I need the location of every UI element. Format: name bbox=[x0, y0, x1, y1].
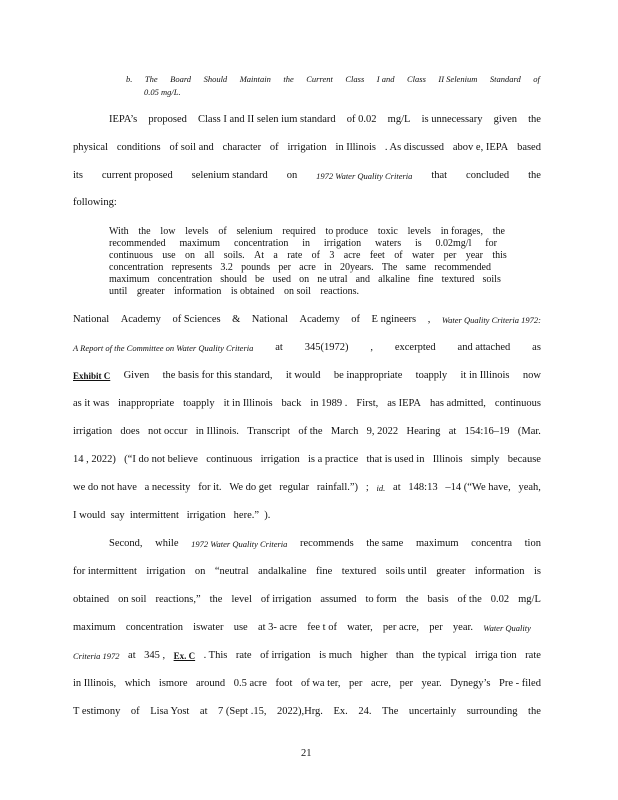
word: per bbox=[429, 622, 443, 633]
word: Hearing bbox=[406, 426, 441, 437]
word: higher bbox=[360, 650, 388, 661]
word: not occur bbox=[148, 426, 188, 437]
word: at bbox=[275, 342, 283, 353]
word: 0.02mg/l bbox=[435, 238, 472, 249]
word: alkaline bbox=[378, 274, 410, 285]
word: 20years. bbox=[340, 262, 374, 273]
word: of bbox=[269, 142, 279, 153]
word: per bbox=[278, 262, 291, 273]
word: 24. bbox=[358, 706, 372, 717]
quote-line1 bbox=[109, 226, 505, 237]
word: maximum bbox=[415, 538, 459, 549]
word: the bbox=[528, 706, 541, 717]
word: (“I do not believe bbox=[124, 454, 198, 465]
heading-word: The bbox=[144, 74, 158, 84]
word: year. bbox=[452, 622, 474, 633]
word: toapply bbox=[183, 398, 215, 409]
word: Pre - filed bbox=[498, 678, 541, 689]
para2-line4 bbox=[73, 454, 541, 466]
para3-line2 bbox=[73, 566, 541, 578]
word: rate bbox=[235, 650, 252, 661]
word: reactions,” bbox=[155, 594, 201, 605]
heading-word: I and bbox=[376, 74, 395, 84]
word: 0.5 acre bbox=[233, 678, 267, 689]
word: is bbox=[414, 238, 422, 249]
word: use bbox=[162, 250, 176, 261]
word: concentration bbox=[233, 238, 289, 249]
word: now bbox=[522, 370, 541, 381]
para1-line3 bbox=[73, 170, 541, 182]
word: 3 bbox=[329, 250, 335, 261]
word: same bbox=[405, 262, 427, 273]
word: be inappropriate bbox=[333, 370, 403, 381]
word: Lisa Yost bbox=[150, 706, 190, 717]
word: in bbox=[324, 262, 332, 273]
word: the bbox=[528, 114, 541, 125]
word: at bbox=[128, 650, 136, 661]
word: low bbox=[160, 226, 176, 237]
word: recommends bbox=[300, 538, 354, 549]
word: in Illinois. bbox=[195, 426, 239, 437]
citation-title: Water Quality Criteria 1972: bbox=[441, 315, 541, 325]
word: at bbox=[448, 426, 457, 437]
word: foot bbox=[275, 678, 293, 689]
word: (Mar. bbox=[517, 426, 541, 437]
word: which bbox=[124, 678, 151, 689]
word: rate bbox=[287, 250, 303, 261]
word: of bbox=[218, 226, 227, 237]
word: proposed bbox=[148, 114, 187, 125]
para3-line1 bbox=[109, 538, 541, 550]
word: conditions bbox=[116, 142, 161, 153]
para2-line6: I would say intermittent irrigation here.” ). bbox=[73, 510, 271, 521]
word: that bbox=[431, 170, 448, 181]
para2-line5 bbox=[73, 482, 541, 494]
word: soils bbox=[482, 274, 501, 285]
word: in forages, bbox=[440, 226, 483, 237]
word: as it was bbox=[73, 398, 110, 409]
word: The bbox=[381, 262, 398, 273]
word: obtained bbox=[73, 594, 110, 605]
word: in Illinois, bbox=[73, 678, 117, 689]
word: for bbox=[485, 238, 497, 249]
word: T estimony bbox=[73, 706, 121, 717]
word: continuous bbox=[494, 398, 541, 409]
word: ; bbox=[365, 482, 369, 493]
word: the basis for this standard, bbox=[162, 370, 273, 381]
word: reactions. bbox=[320, 286, 359, 297]
word: acre, bbox=[370, 678, 392, 689]
word: while bbox=[155, 538, 179, 549]
word: soils until bbox=[385, 566, 427, 577]
citation-title: A Report of the Committee on Water Quality Criteria bbox=[73, 343, 254, 353]
heading-word: Standard bbox=[489, 74, 521, 84]
word: uncertainly bbox=[408, 706, 457, 717]
word: on bbox=[286, 170, 298, 181]
word: . This bbox=[203, 650, 228, 661]
word: Academy bbox=[299, 314, 340, 325]
word: selenium bbox=[236, 226, 273, 237]
section-heading bbox=[126, 73, 540, 85]
word: of bbox=[130, 706, 140, 717]
word: With bbox=[109, 226, 129, 237]
word: per acre, bbox=[382, 622, 420, 633]
word: is unnecessary bbox=[421, 114, 483, 125]
id-cite: id. bbox=[376, 483, 386, 493]
word: does bbox=[120, 426, 140, 437]
word: concluded bbox=[466, 170, 510, 181]
para3-line3 bbox=[73, 594, 541, 606]
word: the same bbox=[366, 538, 404, 549]
word: The bbox=[382, 706, 399, 717]
word: First, bbox=[356, 398, 379, 409]
word: year. bbox=[421, 678, 442, 689]
word: at bbox=[199, 706, 208, 717]
word: Given bbox=[123, 370, 150, 381]
word: regular bbox=[279, 482, 310, 493]
word: be bbox=[255, 274, 265, 285]
word: that is used in bbox=[366, 454, 425, 465]
word: , bbox=[370, 342, 373, 353]
word: iswater bbox=[193, 622, 224, 633]
para2-line3 bbox=[73, 426, 541, 438]
word: inappropriate bbox=[118, 398, 175, 409]
word: We do get bbox=[229, 482, 272, 493]
para2-line2 bbox=[73, 398, 541, 410]
word: a necessity bbox=[144, 482, 191, 493]
word: basis bbox=[427, 594, 449, 605]
word: of Sciences bbox=[172, 314, 221, 325]
word: current proposed bbox=[101, 170, 173, 181]
word: 2022),Hrg. bbox=[277, 706, 323, 717]
para1-line2 bbox=[73, 142, 541, 154]
word: 9, 2022 bbox=[366, 426, 399, 437]
word: “neutral bbox=[214, 566, 249, 577]
word: at bbox=[393, 482, 401, 493]
word: irrigation bbox=[146, 566, 186, 577]
word: maximum bbox=[179, 238, 221, 249]
word: because bbox=[507, 454, 541, 465]
word: rate bbox=[525, 650, 541, 661]
section-heading-cont: 0.05 mg/L. bbox=[144, 87, 181, 97]
word: concentration bbox=[125, 622, 183, 633]
para2-line1 bbox=[73, 370, 541, 382]
word: irriga tion bbox=[474, 650, 517, 661]
exhibit-link: Exhibit C bbox=[73, 371, 111, 381]
word: per bbox=[349, 678, 363, 689]
word: , bbox=[427, 314, 431, 325]
word: based bbox=[517, 142, 541, 153]
word: to produce bbox=[325, 226, 369, 237]
word: is obtained bbox=[230, 286, 275, 297]
citation-line2 bbox=[73, 342, 541, 354]
word: of the bbox=[457, 594, 482, 605]
word: on bbox=[299, 274, 310, 285]
word: back bbox=[281, 398, 302, 409]
word: Ex. bbox=[333, 706, 348, 717]
word: it in Illinois bbox=[460, 370, 510, 381]
word: should bbox=[220, 274, 247, 285]
word: 3.2 bbox=[220, 262, 233, 273]
word: in 1989 . bbox=[310, 398, 348, 409]
word: information bbox=[174, 286, 222, 297]
word: ne utral bbox=[317, 274, 348, 285]
citation-line1 bbox=[73, 314, 541, 326]
word: the bbox=[405, 594, 419, 605]
word: 0.02 bbox=[490, 594, 510, 605]
citation-title: 1972 Water Quality Criteria bbox=[316, 171, 413, 181]
word: yeah, bbox=[518, 482, 541, 493]
word: textured bbox=[441, 274, 475, 285]
word: as bbox=[532, 342, 541, 353]
quote-line2 bbox=[109, 238, 497, 249]
word: 7 (Sept .15, bbox=[218, 706, 267, 717]
word: given bbox=[493, 114, 517, 125]
page-number: 21 bbox=[301, 748, 312, 759]
heading-word: Should bbox=[203, 74, 228, 84]
word: acre bbox=[299, 262, 316, 273]
word: soils. bbox=[223, 250, 245, 261]
word: toapply bbox=[415, 370, 448, 381]
word: 154:16–19 bbox=[464, 426, 510, 437]
word: of bbox=[311, 250, 320, 261]
word: for intermittent bbox=[73, 566, 137, 577]
word: per bbox=[399, 678, 414, 689]
word: this bbox=[492, 250, 507, 261]
word: physical bbox=[73, 142, 108, 153]
word: E ngineers bbox=[371, 314, 417, 325]
word: tion bbox=[524, 538, 541, 549]
word: greater bbox=[136, 286, 165, 297]
word: of irrigation bbox=[260, 650, 311, 661]
word: for it. bbox=[198, 482, 222, 493]
word: on bbox=[185, 250, 196, 261]
word: it in Illinois bbox=[223, 398, 273, 409]
heading-word: Board bbox=[170, 74, 192, 84]
para1-line4: following: bbox=[73, 197, 117, 208]
word: has admitted, bbox=[429, 398, 486, 409]
word: Illinois bbox=[432, 454, 463, 465]
word: in Illinois bbox=[335, 142, 376, 153]
citation-title: Criteria 1972 bbox=[73, 651, 120, 661]
word: concentra bbox=[471, 538, 512, 549]
word: it would bbox=[285, 370, 321, 381]
word: water, bbox=[347, 622, 373, 633]
word: information bbox=[474, 566, 525, 577]
word: is bbox=[533, 566, 541, 577]
word: of soil and bbox=[169, 142, 214, 153]
word: fine bbox=[316, 566, 333, 577]
heading-letter: b. bbox=[126, 74, 133, 84]
word: maximum bbox=[73, 622, 116, 633]
word: National bbox=[73, 314, 110, 325]
word: the bbox=[138, 226, 151, 237]
word: Academy bbox=[120, 314, 161, 325]
word: mg/L bbox=[518, 594, 541, 605]
word: Dynegy’s bbox=[450, 678, 491, 689]
heading-word: of bbox=[533, 74, 540, 84]
para3-line4 bbox=[73, 622, 531, 634]
word: 148:13 bbox=[408, 482, 438, 493]
word: continuous bbox=[109, 250, 153, 261]
word: 14 , 2022) bbox=[73, 454, 116, 465]
word: recommended bbox=[109, 238, 166, 249]
word: Second, bbox=[109, 538, 143, 549]
word: irrigation bbox=[323, 238, 362, 249]
word: pounds bbox=[241, 262, 270, 273]
word: around bbox=[196, 678, 226, 689]
word: assumed bbox=[320, 594, 357, 605]
word: andalkaline bbox=[258, 566, 307, 577]
word: than bbox=[395, 650, 414, 661]
word: on bbox=[194, 566, 206, 577]
word: the typical bbox=[422, 650, 467, 661]
word: selenium standard bbox=[191, 170, 268, 181]
word: of 0.02 bbox=[346, 114, 377, 125]
word: excerpted bbox=[394, 342, 436, 353]
word: character bbox=[222, 142, 262, 153]
para1-line1 bbox=[109, 114, 541, 126]
word: we do not have bbox=[73, 482, 137, 493]
word: the bbox=[492, 226, 505, 237]
word: represents bbox=[171, 262, 213, 273]
word: is a practice bbox=[308, 454, 359, 465]
heading-word: Current bbox=[306, 74, 333, 84]
quote-line5 bbox=[109, 274, 501, 285]
word: March bbox=[330, 426, 359, 437]
word: of the bbox=[298, 426, 323, 437]
word: surrounding bbox=[466, 706, 518, 717]
heading-word: Class bbox=[406, 74, 426, 84]
word: use bbox=[233, 622, 248, 633]
word: . As discussed bbox=[384, 142, 445, 153]
word: textured bbox=[341, 566, 377, 577]
word: ismore bbox=[158, 678, 188, 689]
word: toxic bbox=[377, 226, 398, 237]
quote-line6 bbox=[109, 286, 359, 297]
word: –14 (“We have, bbox=[445, 482, 511, 493]
word: year bbox=[465, 250, 483, 261]
word: simply bbox=[470, 454, 500, 465]
word: Transcript bbox=[247, 426, 291, 437]
word: recommended bbox=[434, 262, 491, 273]
word: and attached bbox=[457, 342, 511, 353]
word: At bbox=[254, 250, 265, 261]
word: National bbox=[251, 314, 288, 325]
word: as IEPA bbox=[387, 398, 421, 409]
word: at 3- acre bbox=[257, 622, 297, 633]
word: its bbox=[73, 170, 83, 181]
heading-word: Class bbox=[345, 74, 365, 84]
citation-title: 1972 Water Quality Criteria bbox=[191, 539, 288, 549]
word: mg/L bbox=[387, 114, 411, 125]
exhibit-link: Ex. C bbox=[173, 651, 196, 661]
word: of wa ter, bbox=[300, 678, 341, 689]
word: on soil bbox=[283, 286, 311, 297]
word: water bbox=[411, 250, 435, 261]
para3-line5 bbox=[73, 650, 541, 662]
word: of bbox=[394, 250, 403, 261]
word: required bbox=[282, 226, 316, 237]
heading-word: Maintain bbox=[239, 74, 271, 84]
word: concentration bbox=[109, 262, 164, 273]
word: the bbox=[528, 170, 541, 181]
word: feet bbox=[369, 250, 385, 261]
quote-line4 bbox=[109, 262, 491, 273]
heading-word: the bbox=[283, 74, 294, 84]
word: 345(1972) bbox=[304, 342, 349, 353]
para3-line7 bbox=[73, 706, 541, 718]
word: irrigation bbox=[287, 142, 327, 153]
word: until bbox=[109, 286, 128, 297]
word: in bbox=[302, 238, 311, 249]
word: greater bbox=[436, 566, 466, 577]
word: levels bbox=[407, 226, 431, 237]
word: of bbox=[351, 314, 360, 325]
para3-line6 bbox=[73, 678, 541, 690]
word: acre bbox=[343, 250, 361, 261]
word: rainfall.”) bbox=[316, 482, 359, 493]
citation-title: Water Quality bbox=[483, 623, 531, 633]
heading-word: II Selenium bbox=[438, 74, 478, 84]
word: 345 , bbox=[144, 650, 166, 661]
word: IEPA’s bbox=[109, 114, 138, 125]
quote-line3 bbox=[109, 250, 507, 261]
word: to form bbox=[365, 594, 397, 605]
word: per bbox=[443, 250, 457, 261]
word: fine bbox=[417, 274, 434, 285]
word: maximum bbox=[109, 274, 150, 285]
word: Class I and II selen ium standard bbox=[198, 114, 336, 125]
word: concentration bbox=[157, 274, 213, 285]
word: irrigation bbox=[260, 454, 300, 465]
word: levels bbox=[185, 226, 209, 237]
word: of irrigation bbox=[260, 594, 312, 605]
word: is much bbox=[319, 650, 353, 661]
word: abov e, IEPA bbox=[452, 142, 509, 153]
word: level bbox=[231, 594, 252, 605]
word: waters bbox=[375, 238, 402, 249]
word: a bbox=[273, 250, 278, 261]
word: on soil bbox=[118, 594, 147, 605]
word: & bbox=[232, 314, 241, 325]
word: irrigation bbox=[73, 426, 113, 437]
word: used bbox=[272, 274, 291, 285]
word: and bbox=[355, 274, 371, 285]
word: the bbox=[209, 594, 223, 605]
word: all bbox=[204, 250, 215, 261]
word: fee t of bbox=[307, 622, 337, 633]
word: continuous bbox=[206, 454, 253, 465]
